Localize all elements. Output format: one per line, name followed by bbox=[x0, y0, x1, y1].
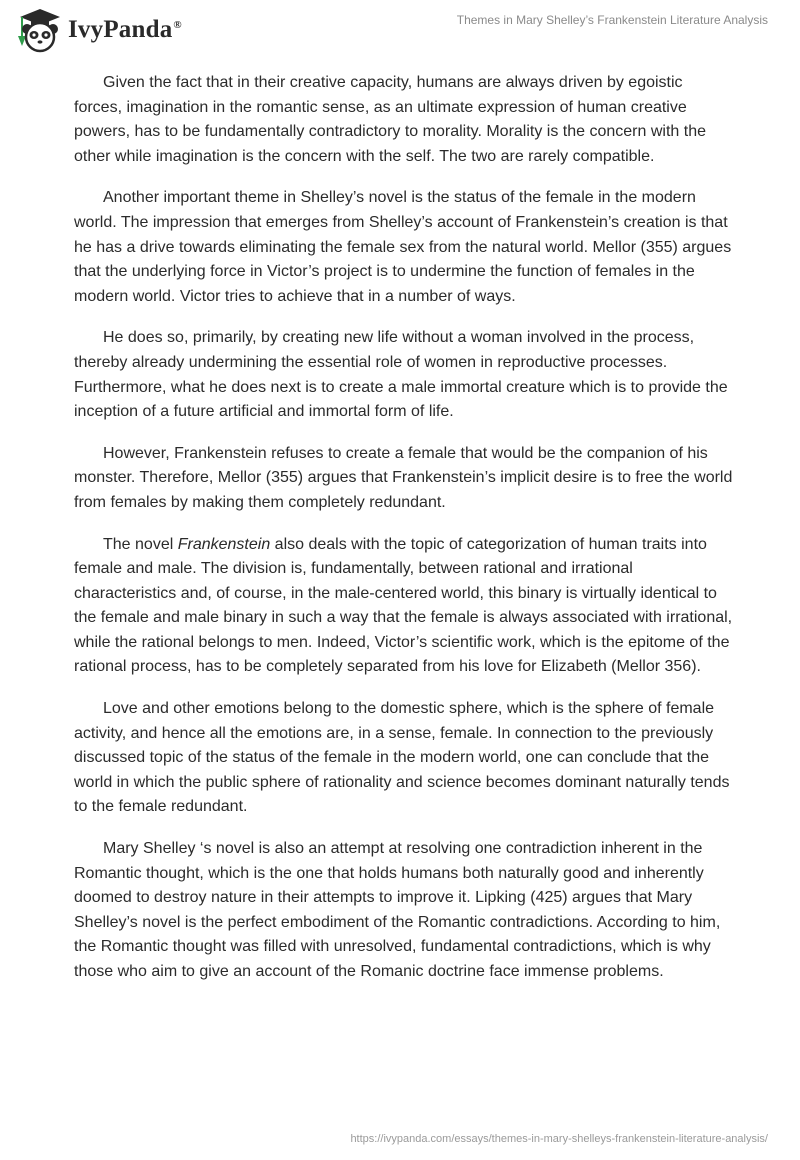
logo-wordmark: IvyPanda® bbox=[68, 16, 182, 43]
paragraph-5 bbox=[74, 533, 734, 681]
registered-mark: ® bbox=[173, 18, 182, 31]
essay-body bbox=[74, 71, 734, 1002]
paragraph-1: Given the fact that in their creative capacity, humans are always driven by egoistic forces, imagination in the romantic sense, as an ultimate expression of human creative powers, has to be fundamentally contradictory to morality. Morality is the concern with the other while imagination is the concern with the self. The two are rarely compatible. bbox=[74, 74, 706, 165]
document-title: Themes in Mary Shelley’s Frankenstein Literature Analysis bbox=[456, 13, 768, 27]
paragraph-7: Mary Shelley ‘s novel is also an attempt at resolving one contradiction inherent in the Romantic thought, which is the one that holds humans both naturally good and inherently doomed to destroy nature in their attempts to improve it. Lipking (425) argues that Mary Shelley’s novel is the perfect embodiment of the Romantic contradictions. According to him, the Romantic thought was filled with unresolved, fundamental contradictions, which is why those who aim to give an account of the Romanic doctrine face immense problems. bbox=[74, 840, 721, 980]
paragraph-4: However, Frankenstein refuses to create a female that would be the companion of his monster. Therefore, Mellor (355) argues that Frankenstein’s implicit desire is to free the world from females by making them completely redundant. bbox=[74, 444, 733, 511]
paragraph-6: Love and other emotions belong to the domestic sphere, which is the sphere of female activity, and hence all the emotions are, in a sense, female. In connection to the previously discussed topic of the status of the female in the modern world, one can conclude that the world in which the public sphere of rationality and science becomes dominant naturally tends to the female redundant. bbox=[74, 700, 730, 816]
page-header bbox=[0, 0, 800, 70]
novel-title-italic: Frankenstein bbox=[177, 535, 271, 553]
source-url[interactable]: https://ivypanda.com/essays/themes-in-mary-shelleys-frankenstein-literature-analysis/ bbox=[350, 1133, 768, 1145]
paragraph-3: He does so, primarily, by creating new life without a woman involved in the process, thereby already undermining the essential role of women in reproductive processes. Furthermore, what he does next is to create a male immortal creature which is to provide the inception of a future artificial and immortal form of life. bbox=[74, 329, 728, 421]
ivypanda-logo[interactable] bbox=[14, 6, 182, 54]
panda-graduate-icon bbox=[14, 6, 66, 54]
paragraph-2: Another important theme in Shelley’s novel is the status of the female in the modern world. The impression that emerges from Shelley’s account of Frankenstein’s creation is that he has a drive towards eliminating the female sex from the natural world. Mellor (355) argues that the underlying force in Victor’s project is to undermine the function of females in the modern world. Victor tries to achieve that in a number of ways. bbox=[74, 189, 732, 305]
paragraph-5-rest: also deals with the topic of categorization of human traits into female and male. The division is, fundamentally, between rational and irrational characteristics and, of course, in the male-centered world, this binary is virtually identical to the female and male binary in such a way that the female is always associated with irrational, while the rational belongs to men. Indeed, Victor’s scientific work, which is the epitome of the rational process, has to be completely separated from his love for Elizabeth (Mellor 356). bbox=[74, 535, 733, 676]
paragraph-5-lead: The novel bbox=[103, 535, 178, 553]
